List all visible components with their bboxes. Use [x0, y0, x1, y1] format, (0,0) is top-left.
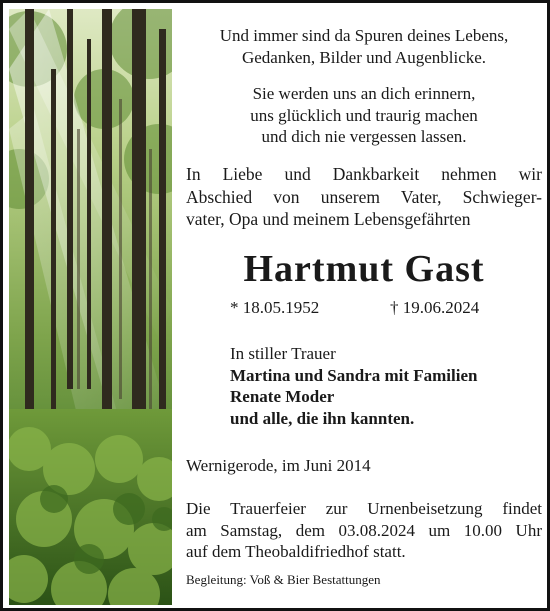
- ceremony-line: Die Trauerfeier zur Urnenbeisetzung findet: [186, 499, 542, 518]
- verse-line: Gedanken, Bilder und Augenblicke.: [241, 47, 487, 67]
- place-and-date: Wernigerode, im Juni 2014: [186, 456, 371, 475]
- intro-line: Abschied von unserem Vater, Schwieger-: [186, 186, 542, 207]
- verse-line: Sie werden uns an dich erinnern,: [252, 84, 476, 103]
- undertaker-credit: Begleitung: Voß & Bier Bestattungen: [186, 572, 381, 587]
- deceased-name: Hartmut Gast: [243, 248, 485, 290]
- verse-line: uns glücklich und traurig machen: [250, 105, 478, 125]
- verse-stanza-2: [186, 83, 542, 148]
- mourner-name: Martina und Sandra mit Familien: [230, 365, 478, 385]
- mourners-block: [230, 343, 540, 429]
- intro-line: In Liebe und Dankbarkeit nehmen wir: [186, 164, 542, 184]
- forest-illustration: [9, 9, 172, 605]
- verse-line: und dich nie vergessen lassen.: [261, 127, 467, 146]
- mourner-name: und alle, die ihn kannten.: [230, 408, 415, 428]
- farewell-intro: [186, 163, 542, 231]
- intro-line: vater, Opa und meinem Lebensgefährten: [186, 209, 471, 229]
- verse-line: Und immer sind da Spuren deines Lebens,: [219, 26, 509, 45]
- birth-date: * 18.05.1952: [230, 298, 320, 317]
- ceremony-line: am Samstag, dem 03.08.2024 um 10.00 Uhr: [186, 520, 542, 540]
- forest-sunbeams-image: [9, 9, 172, 605]
- mourners-intro: In stiller Trauer: [230, 344, 336, 363]
- ceremony-details: [186, 498, 542, 563]
- ceremony-line: auf dem Theobaldifriedhof statt.: [186, 542, 406, 561]
- verse-stanza-1: [186, 25, 542, 68]
- mourner-name: Renate Moder: [230, 387, 335, 406]
- death-date: † 19.06.2024: [390, 298, 480, 317]
